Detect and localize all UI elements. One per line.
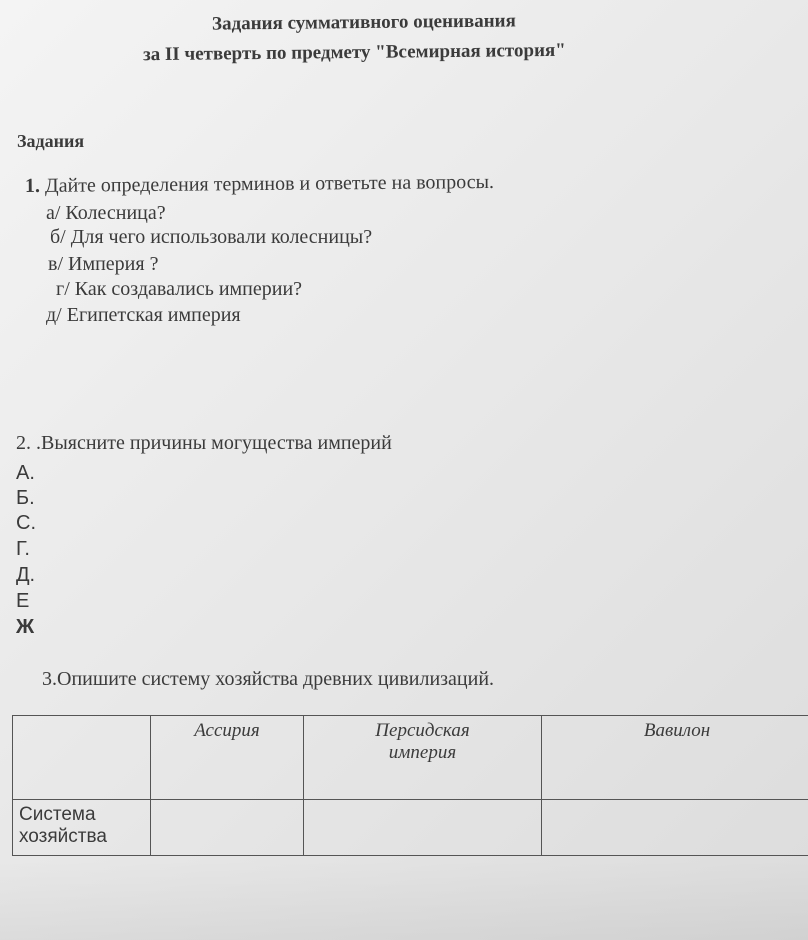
column-header-persian-line1: Персидская [375, 720, 470, 741]
q2-item-b: Б. [16, 487, 35, 509]
title-line-1: Задания суммативного оценивания [211, 10, 516, 35]
question-1-number: 1. [24, 174, 41, 198]
paper-shadow [0, 860, 808, 940]
q2-item-zh: Ж [16, 616, 35, 638]
cell-assyria [151, 800, 304, 856]
q2-item-a: А. [16, 462, 35, 484]
table-header-row [13, 716, 808, 800]
title-line-2: за II четверть по предмету "Всемирная история" [142, 39, 566, 66]
q2-item-g: Г. [16, 538, 30, 560]
cell-babylon [542, 800, 808, 856]
q2-item-e: Е [16, 590, 30, 612]
row-label-line2: хозяйства [19, 826, 107, 847]
q1-item-b: б/ Для чего использовали колесницы? [50, 226, 373, 248]
column-header-babylon: Вавилон [542, 716, 808, 800]
economy-table [12, 715, 808, 856]
q1-item-a: а/ Колесница? [46, 202, 166, 224]
q2-item-c: С. [16, 512, 36, 534]
q1-item-g: г/ Как создавались империи? [56, 278, 303, 300]
question-2: 2. .Выясните причины могущества империй [16, 432, 392, 454]
column-header-persian-line2: империя [388, 742, 457, 763]
row-label-line1: Система [19, 804, 96, 825]
q1-item-d: д/ Египетская империя [46, 304, 241, 326]
row-label-economy [13, 800, 151, 856]
question-1 [25, 171, 494, 198]
section-title: Задания [17, 131, 85, 151]
table-row [13, 800, 808, 856]
question-1-text: Дайте определения терминов и ответьте на вопросы. [44, 170, 495, 197]
q1-item-v: в/ Империя ? [48, 253, 159, 275]
question-3: 3.Опишите систему хозяйства древних цивилизаций. [42, 668, 495, 690]
column-header-assyria: Ассирия [151, 716, 304, 800]
table-empty-cell [13, 716, 151, 800]
cell-persian-empire [304, 800, 542, 856]
column-header-persian-empire [304, 716, 542, 800]
q2-item-d: Д. [16, 564, 36, 586]
